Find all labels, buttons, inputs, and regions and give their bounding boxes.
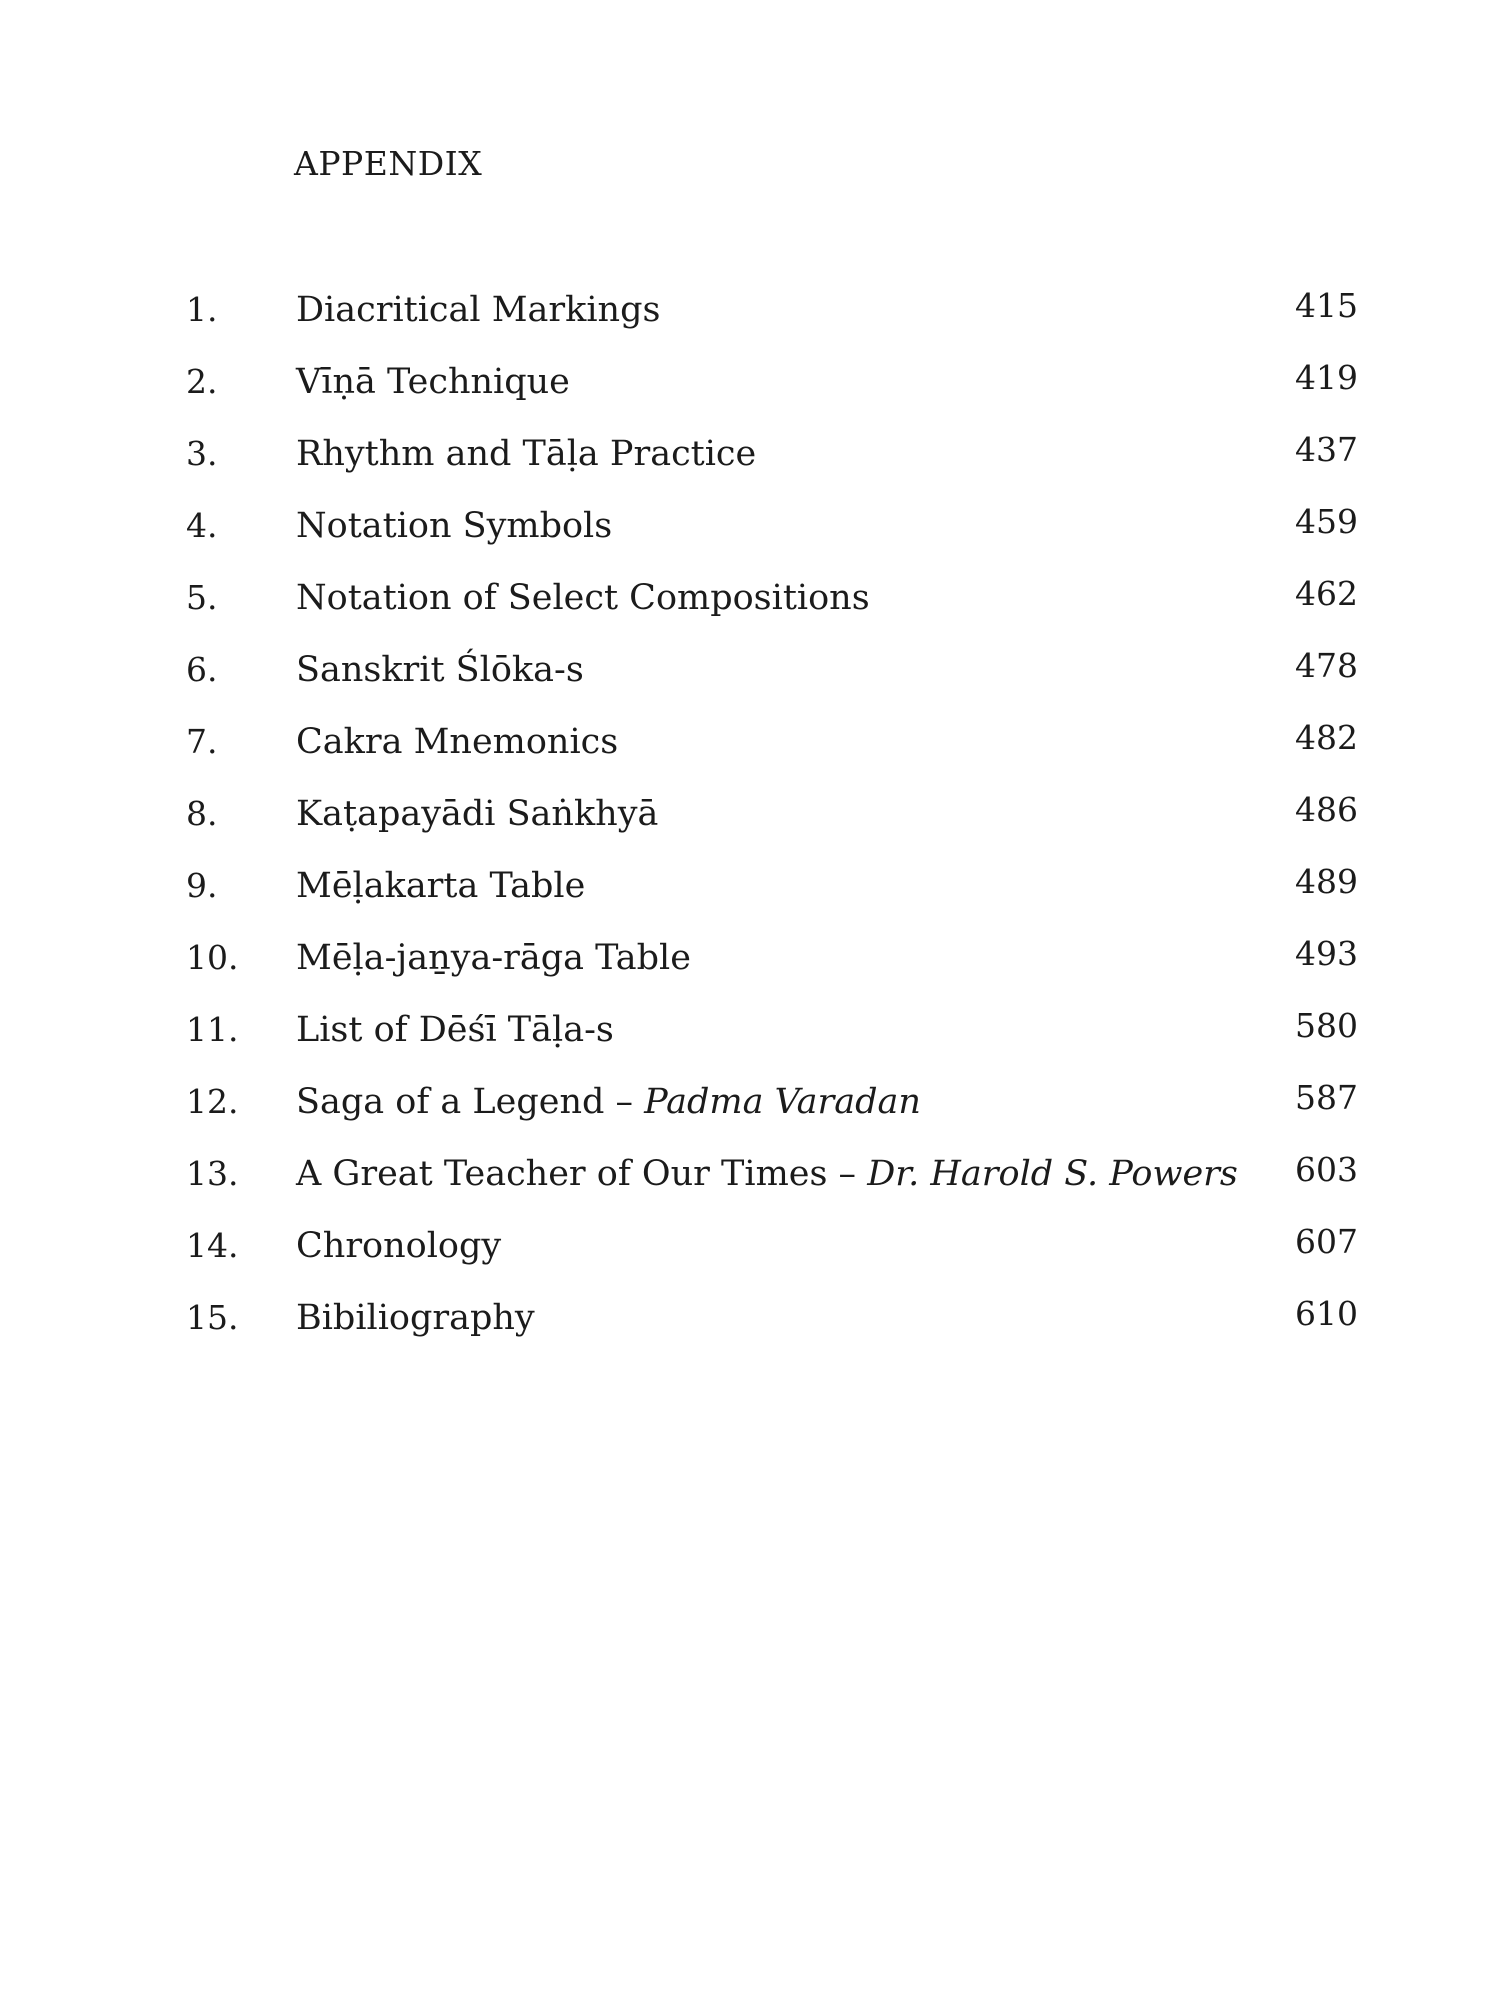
entry-title — [296, 1005, 1186, 1055]
entry-page-number: 493 — [1295, 934, 1358, 973]
entry-page-number: 482 — [1295, 718, 1358, 757]
entry-title — [296, 789, 1186, 839]
entry-title-text: Kaṭapayādi Saṅkhyā — [296, 794, 659, 834]
entry-title — [296, 1221, 1186, 1271]
entry-number: 8. — [186, 794, 218, 833]
entry-page-number: 610 — [1295, 1294, 1358, 1333]
entry-number: 11. — [186, 1010, 239, 1049]
entry-page-number: 587 — [1295, 1078, 1358, 1117]
entry-title-text: Mēḷakarta Table — [296, 866, 586, 906]
entry-page-number: 486 — [1295, 790, 1358, 829]
entry-number: 12. — [186, 1082, 239, 1121]
toc-entry-3 — [186, 429, 1358, 501]
entry-number: 10. — [186, 938, 239, 977]
entry-number: 9. — [186, 866, 218, 905]
entry-number: 6. — [186, 650, 218, 689]
toc-entry-14 — [186, 1221, 1358, 1293]
entry-title — [296, 357, 1186, 407]
table-of-contents — [186, 285, 1358, 1365]
entry-title — [296, 573, 1186, 623]
toc-entry-10 — [186, 933, 1358, 1005]
entry-number: 1. — [186, 290, 218, 329]
entry-title-text: Mēḷa-jaṉya-rāga Table — [296, 938, 691, 978]
entry-title — [296, 717, 1186, 767]
entry-page-number: 419 — [1295, 358, 1358, 397]
entry-title-text: Saga of a Legend – — [296, 1082, 645, 1122]
entry-author: Padma Varadan — [644, 1082, 921, 1122]
entry-number: 5. — [186, 578, 218, 617]
entry-page-number: 607 — [1295, 1222, 1358, 1261]
toc-entry-11 — [186, 1005, 1358, 1077]
entry-page-number: 437 — [1295, 430, 1358, 469]
entry-page-number: 478 — [1295, 646, 1358, 685]
toc-entry-8 — [186, 789, 1358, 861]
entry-title-text: Notation Symbols — [296, 506, 613, 546]
entry-title-text: Sanskrit Ślōka-s — [296, 650, 584, 690]
entry-page-number: 489 — [1295, 862, 1358, 901]
entry-author: Dr. Harold S. Powers — [867, 1154, 1238, 1194]
entry-number: 14. — [186, 1226, 239, 1265]
entry-title — [296, 1149, 1238, 1199]
entry-title — [296, 501, 1186, 551]
entry-page-number: 462 — [1295, 574, 1358, 613]
entry-number: 7. — [186, 722, 218, 761]
toc-entry-7 — [186, 717, 1358, 789]
entry-title — [296, 285, 1186, 335]
entry-title — [296, 1077, 1186, 1127]
toc-entry-9 — [186, 861, 1358, 933]
entry-number: 4. — [186, 506, 218, 545]
entry-page-number: 603 — [1295, 1150, 1358, 1189]
entry-page-number: 459 — [1295, 502, 1358, 541]
entry-title-text: Diacritical Markings — [296, 290, 661, 330]
entry-title-text: Rhythm and Tāḷa Practice — [296, 434, 757, 474]
entry-title-text: Vīṇā Technique — [296, 362, 570, 402]
entry-number: 15. — [186, 1298, 239, 1337]
entry-page-number: 415 — [1295, 286, 1358, 325]
entry-title-text: Cakra Mnemonics — [296, 722, 619, 762]
entry-title-text: Chronology — [296, 1226, 502, 1266]
entry-title — [296, 429, 1186, 479]
entry-number: 3. — [186, 434, 218, 473]
toc-entry-5 — [186, 573, 1358, 645]
toc-entry-1 — [186, 285, 1358, 357]
entry-title — [296, 645, 1186, 695]
toc-entry-12 — [186, 1077, 1358, 1149]
toc-entry-2 — [186, 357, 1358, 429]
entry-title-text: Notation of Select Compositions — [296, 578, 870, 618]
entry-number: 2. — [186, 362, 218, 401]
toc-entry-6 — [186, 645, 1358, 717]
entry-title-text: Bibiliography — [296, 1298, 535, 1338]
entry-page-number: 580 — [1295, 1006, 1358, 1045]
entry-number: 13. — [186, 1154, 239, 1193]
entry-title-text: A Great Teacher of Our Times – — [296, 1154, 868, 1194]
toc-entry-15 — [186, 1293, 1358, 1365]
entry-title — [296, 1293, 1186, 1343]
toc-entry-13 — [186, 1149, 1358, 1221]
entry-title — [296, 933, 1186, 983]
page-heading: APPENDIX — [294, 144, 483, 183]
entry-title-text: List of Dēśī Tāḷa-s — [296, 1010, 614, 1050]
toc-entry-4 — [186, 501, 1358, 573]
entry-title — [296, 861, 1186, 911]
